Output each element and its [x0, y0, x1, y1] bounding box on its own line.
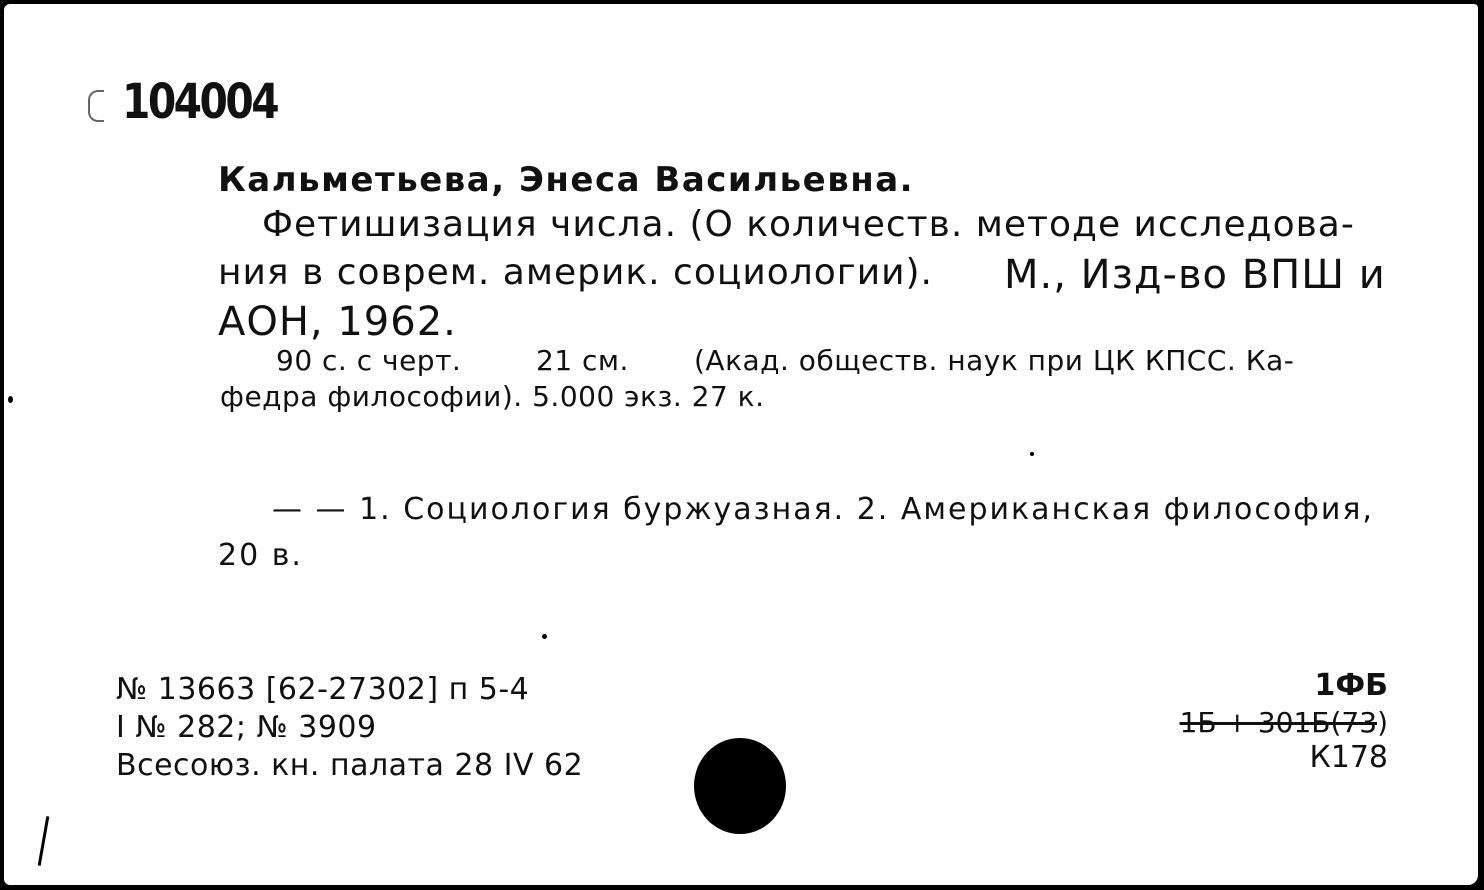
classification-mark: 1ФБ: [1314, 668, 1388, 703]
title-line-1: Фетишизация числа. (О количеств. методе исследова-: [262, 204, 1355, 245]
chamber-stamp: Всесоюз. кн. палата 28 IV 62: [116, 748, 584, 783]
title-line-2: ния в соврем. америк. социологии).: [218, 252, 933, 293]
classification-revised: [1180, 706, 1388, 739]
classification-struck-end: ): [1377, 706, 1388, 739]
collation-line-2: федра философии). 5.000 экз. 27 к.: [220, 380, 765, 413]
record-number: № 13663 [62-27302] п 5-4: [116, 672, 530, 707]
subject-headings-cont: 20 в.: [218, 538, 303, 573]
subject-headings: — — 1. Социология буржуазная. 2. Американская философия,: [272, 492, 1374, 527]
record-reference: I № 282; № 3909: [116, 710, 377, 745]
shelf-mark: К178: [1309, 740, 1388, 775]
speck: [1030, 452, 1034, 456]
imprint-year: АОН, 1962.: [218, 299, 457, 345]
speck: [542, 634, 547, 639]
punch-hole: [694, 738, 786, 834]
accession-number: 104004: [122, 74, 278, 130]
collation-series: (Акад. обществ. наук при ЦК КПСС. Ка-: [694, 344, 1295, 377]
collation-pages: 90 с. с черт.: [276, 344, 462, 377]
speck: [8, 396, 13, 403]
classification-struck: 1Б + 301Б(73: [1179, 706, 1378, 739]
stamp-mark: [88, 90, 104, 122]
pen-mark: [38, 816, 50, 866]
catalog-card: [4, 4, 1478, 885]
collation-size: 21 см.: [536, 344, 629, 377]
imprint-publisher: М., Изд-во ВПШ и: [1004, 252, 1386, 298]
author-heading: Кальметьева, Энеса Васильевна.: [218, 160, 915, 200]
